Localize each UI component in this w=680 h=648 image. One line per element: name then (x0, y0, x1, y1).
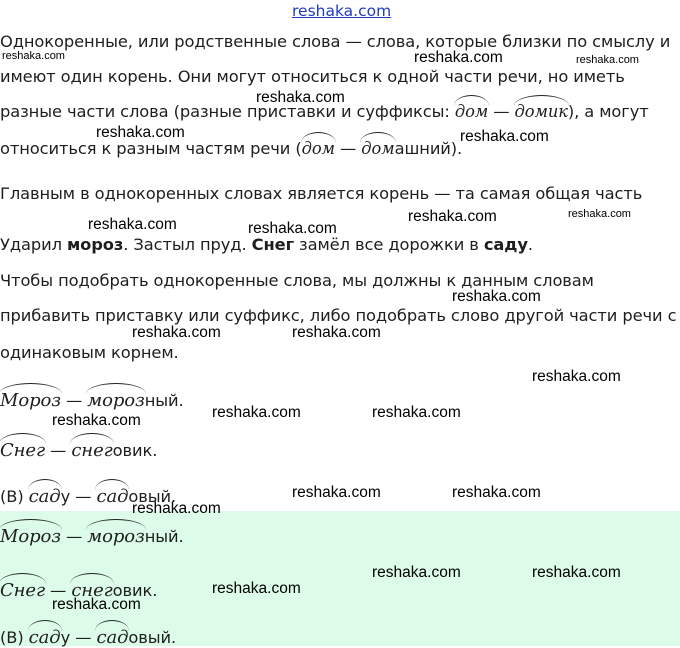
text-segment: Ударил (0, 235, 67, 254)
root-word (0, 440, 45, 461)
paragraph-1-line-4 (0, 139, 462, 158)
root-text: дом (301, 139, 335, 158)
text-segment: овый. (128, 628, 177, 647)
text-segment: ный. (144, 391, 184, 410)
root-arc (0, 383, 62, 394)
watermark: reshaka.com (372, 564, 461, 581)
text-segment: овик. (112, 581, 158, 600)
paragraph-2-line-1: Главным в однокоренных словах является корень — та самая общая часть (0, 184, 643, 203)
root-text: Снег (0, 440, 45, 461)
text-segment: — (44, 441, 72, 460)
watermark: reshaka.com (452, 484, 541, 501)
watermark: reshaka.com (568, 208, 631, 220)
text-segment: — (488, 102, 515, 121)
root-text: сад (28, 627, 61, 648)
paragraph-3-line-1: Чтобы подобрать однокоренные слова, мы должны к данным словам (0, 271, 594, 290)
watermark: reshaka.com (88, 216, 177, 233)
paragraph-1-line-2: имеют один корень. Они могут относиться к одной части речи, но иметь (0, 67, 625, 86)
root-word (455, 102, 488, 121)
watermark: reshaka.com (132, 500, 221, 517)
text-segment: — (70, 487, 97, 506)
root-arc (95, 479, 129, 490)
root-arc (454, 95, 489, 106)
text-segment: овый. (128, 487, 177, 506)
root-arc (360, 132, 395, 143)
answer-line-1 (0, 390, 184, 411)
root-arc (86, 383, 145, 394)
root-text: мороз (87, 390, 145, 411)
root-text: дом (361, 139, 395, 158)
root-word (96, 486, 128, 507)
root-word (0, 390, 61, 411)
answer-line-2 (0, 440, 157, 461)
watermark: reshaka.com (292, 484, 381, 501)
watermark: reshaka.com (212, 580, 301, 597)
paragraph-3-line-3: одинаковым корнем. (0, 343, 179, 362)
watermark: reshaka.com (452, 288, 541, 305)
watermark: reshaka.com (460, 128, 549, 145)
bold-word: мороз (66, 235, 124, 254)
root-word (515, 102, 568, 121)
root-arc (70, 433, 113, 444)
watermark: reshaka.com (532, 368, 621, 385)
text-segment: . (527, 235, 533, 254)
text-segment: замёл все дорожки в (293, 235, 484, 254)
root-text: сад (96, 486, 129, 507)
root-text: Мороз (0, 526, 61, 547)
bold-word: Снег (251, 235, 294, 254)
text-segment: относиться к разным частям речи ( (0, 139, 302, 158)
root-text: мороз (87, 526, 145, 547)
text-segment: — (70, 628, 97, 647)
text-segment: — (60, 527, 88, 546)
text-segment: ашний). (394, 139, 463, 158)
site-header-link[interactable]: reshaka.com (292, 2, 392, 20)
root-word (0, 526, 61, 547)
watermark: reshaka.com (52, 596, 141, 613)
text-segment: ), а могут (567, 102, 649, 121)
watermark: reshaka.com (256, 89, 345, 106)
text-segment: овик. (112, 441, 158, 460)
root-text: сад (28, 486, 61, 507)
root-text: сад (96, 627, 129, 648)
bold-word: саду (483, 235, 528, 254)
root-word (29, 627, 61, 648)
text-segment: — (334, 139, 362, 158)
answer-line-1-highlighted (0, 526, 184, 547)
root-text: Мороз (0, 390, 61, 411)
watermark: reshaka.com (132, 324, 221, 341)
root-word (302, 139, 335, 158)
text-segment: ный. (144, 527, 184, 546)
root-word (96, 627, 128, 648)
watermark: reshaka.com (2, 50, 65, 62)
text-segment: — (60, 391, 88, 410)
watermark: reshaka.com (408, 208, 497, 225)
root-word (0, 580, 45, 601)
text-segment: — (44, 581, 72, 600)
watermark: reshaka.com (414, 49, 503, 66)
watermark: reshaka.com (248, 220, 337, 237)
answer-line-3-highlighted (0, 627, 176, 648)
watermark: reshaka.com (372, 404, 461, 421)
text-segment: (В) (0, 628, 29, 647)
root-arc (514, 95, 569, 106)
root-arc (28, 479, 62, 490)
paragraph-3-line-2: прибавить приставку или суффикс, либо подобрать слово другой части речи с (0, 306, 677, 325)
root-word (87, 526, 144, 547)
paragraph-1-line-1: Однокоренные, или родственные слова — слова, которые близки по смыслу и (0, 32, 671, 51)
root-text: снег (71, 440, 113, 461)
text-segment: у (60, 628, 71, 647)
watermark: reshaka.com (52, 412, 141, 429)
text-segment: (В) (0, 487, 29, 506)
root-text: домик (514, 102, 568, 121)
root-word (29, 486, 61, 507)
watermark: reshaka.com (532, 564, 621, 581)
watermark: reshaka.com (212, 404, 301, 421)
root-text: Снег (0, 580, 45, 601)
root-arc (0, 433, 46, 444)
text-segment: у (60, 487, 71, 506)
root-word (71, 440, 112, 461)
watermark: reshaka.com (292, 324, 381, 341)
watermark: reshaka.com (576, 54, 639, 66)
text-segment: разные части слова (разные приставки и суффиксы: (0, 102, 455, 121)
watermark: reshaka.com (96, 124, 185, 141)
root-text: дом (454, 102, 489, 121)
root-word (87, 390, 144, 411)
root-text: снег (71, 580, 113, 601)
text-segment: . Застыл пруд. (123, 235, 252, 254)
root-word (361, 139, 394, 158)
root-arc (301, 132, 336, 143)
